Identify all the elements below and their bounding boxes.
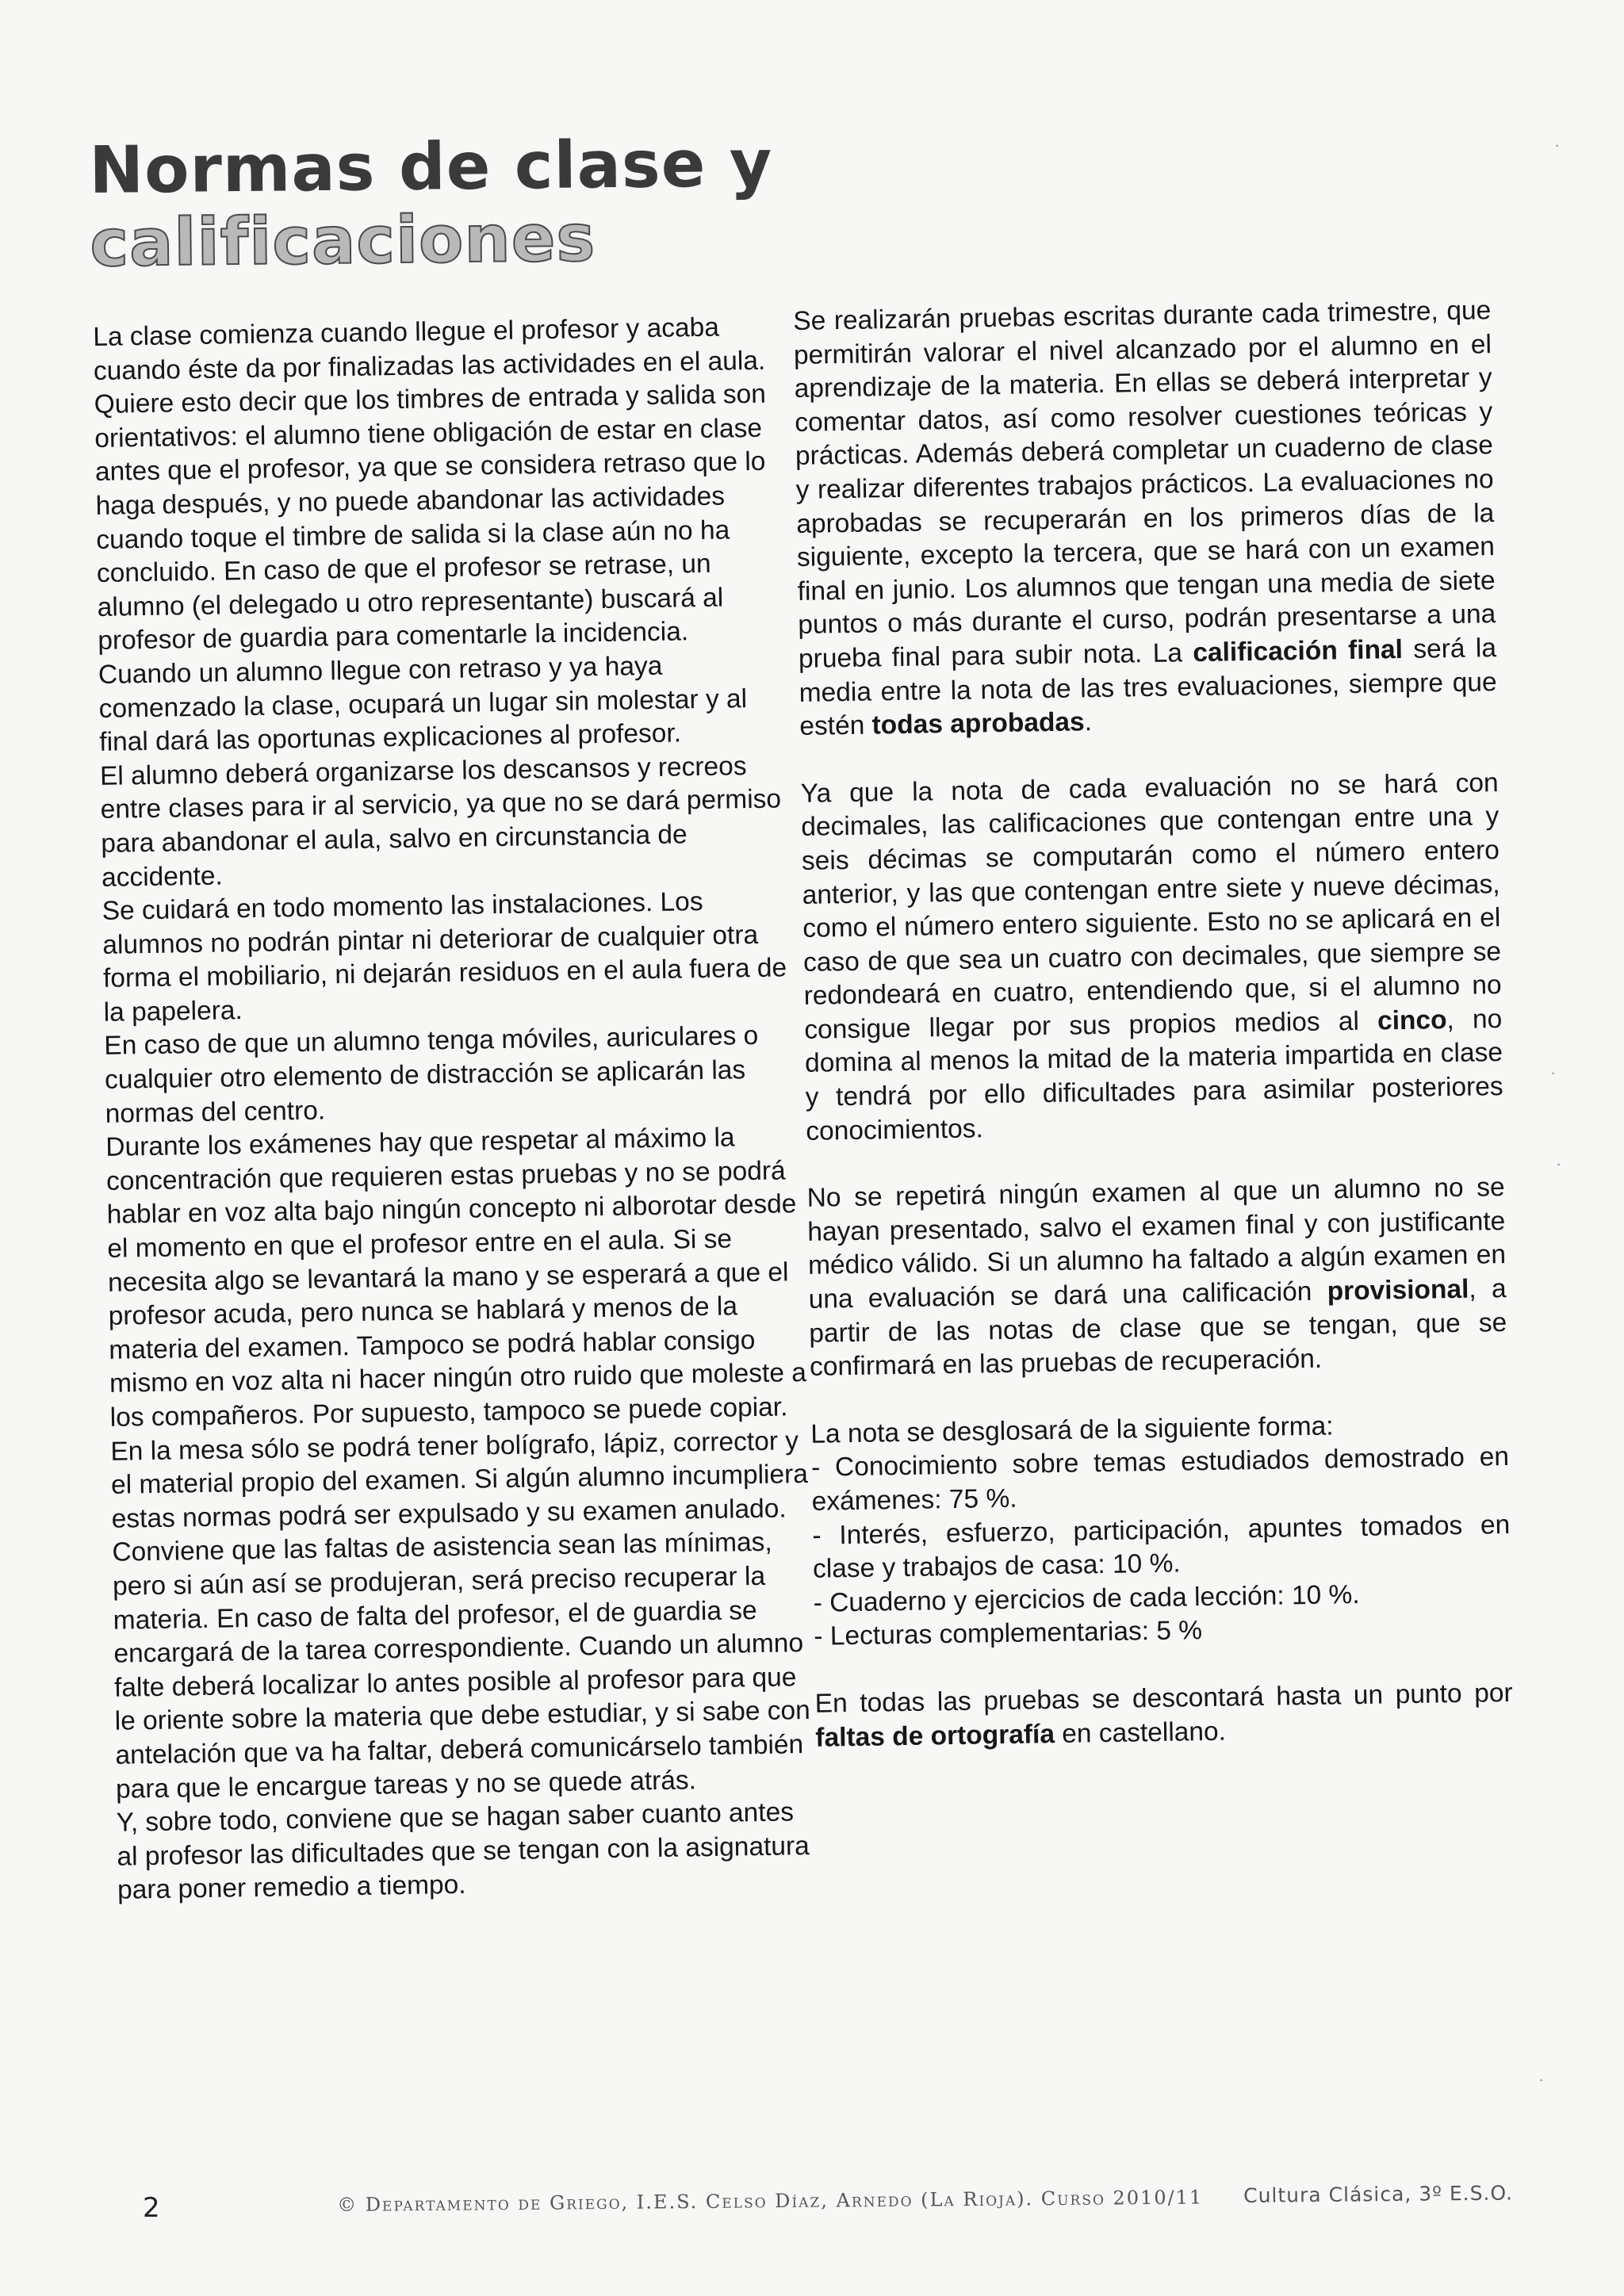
grading-paragraph-repeat-exams bbox=[806, 1171, 1507, 1384]
scan-speck: · bbox=[1550, 1062, 1557, 1082]
page-number: 2 bbox=[143, 2192, 160, 2224]
scan-speck: · bbox=[1554, 135, 1561, 155]
bold-all-passed: todas aprobadas bbox=[871, 707, 1085, 740]
rules-paragraph-facilities: Se cuidará en todo momento las instalaciones. Los alumnos no podrán pintar ni deteriorar de cualquier otra forma el mobiliario, ni dejarán residuos en el aula fuera de la papelera. bbox=[102, 887, 787, 1027]
text-span: Ya que la nota de cada evaluación no se hará con decimales, las calificaciones que contengan entre una y seis décimas se computarán como el número entero anterior, y las que contengan entre siete y nueve décimas, como el número entero siguiente. Esto no se aplicará en el caso de que sea un cuatro con decimales, que siempre se redondeará en cuatro, entendiendo que, si el alumno no consigue llegar por sus propios medios al bbox=[800, 767, 1502, 1045]
rules-paragraph-late: Cuando un alumno llegue con retraso y ya haya comenzado la clase, ocupará un lugar sin molestar y al final dará las oportunas explicaciones al profesor. bbox=[98, 651, 748, 758]
rules-paragraph-arrival: La clase comienza cuando llegue el profesor y acaba cuando éste da por finalizadas las actividades en el aula. Quiere esto decir que los timbres de entrada y salida son orientativos: el alumno tiene obligación de estar en clase antes que el profesor, ya que se considera retraso que lo haga después, y no puede abandonar las actividades cuando toque el timbre de salida si la clase aún no ha concluido. En caso de que el profesor se retrase, un alumno (el delegado u otro representante) buscará al profesor de guardia para comentarle la incidencia. bbox=[93, 312, 767, 656]
text-span: será la media entre la nota de las tres evaluaciones, siempre que estén bbox=[799, 633, 1497, 742]
grade-breakdown-item: - Lecturas complementarias: 5 % bbox=[814, 1616, 1203, 1652]
rules-paragraph-absences: Conviene que las faltas de asistencia sean las mínimas, pero si aún así se produjeran, será preciso recuperar la materia. En caso de falta del profesor, el de guardia se encargará de la tarea correspondiente. Cuando un alumno falte deberá localizar lo antes posible al profesor para que le oriente sobre la materia que debe estudiar, y si sabe con antelación que va ha faltar, deberá comunicárselo también para que le encargue tareas y no se quede atrás. bbox=[112, 1528, 811, 1804]
text-span: , a partir de las notas de clase que se tengan, que se confirmará en las pruebas de recuperación. bbox=[809, 1274, 1507, 1383]
rules-paragraph-mobiles: En caso de que un alumno tenga móviles, auriculares o cualquier otro elemento de distracción se aplicarán las normas del centro. bbox=[104, 1021, 759, 1129]
scan-speck: · bbox=[1556, 1154, 1562, 1173]
bold-provisional: provisional bbox=[1327, 1274, 1469, 1307]
page-footer bbox=[0, 2176, 1624, 2224]
grade-breakdown-item: - Cuaderno y ejercicios de cada lección: 10 %. bbox=[813, 1579, 1360, 1618]
text-span: No se repetirá ningún examen al que un alumno no se hayan presentado, salvo el examen final y con justificante médico válido. Si un alumno ha faltado a algún examen en una evaluación se dará una calificación bbox=[806, 1173, 1507, 1314]
grading-paragraph-spelling bbox=[814, 1677, 1513, 1755]
grade-breakdown bbox=[810, 1407, 1512, 1655]
page-title bbox=[88, 125, 774, 281]
bold-five: cinco bbox=[1377, 1005, 1447, 1036]
rules-paragraph-breaks: El alumno deberá organizarse los descansos y recreos entre clases para ir al servicio, ya que no se dará permiso para abandonar el aula, salvo en circunstancia de accidente. bbox=[99, 751, 782, 893]
footer-copyright: © Departamento de Griego, I.E.S. Celso Díaz, Arnedo (La Rioja). Curso 2010/11 bbox=[337, 2186, 1204, 2216]
rules-paragraph-difficulties: Y, sobre todo, conviene que se hagan saber cuanto antes al profesor las dificultades que se tengan con la asignatura para poner remedio a tiempo. bbox=[116, 1797, 810, 1906]
text-span: , no domina al menos la mitad de la materia impartida en clase y tendrá por ello dificultades para asimilar posteriores conocimientos. bbox=[804, 1004, 1503, 1146]
title-line-1: Normas de clase y bbox=[88, 125, 773, 209]
bold-spelling: faltas de ortografía bbox=[815, 1719, 1055, 1753]
footer-course: Cultura Clásica, 3º E.S.O. bbox=[1243, 2181, 1514, 2207]
grade-breakdown-item: - Conocimiento sobre temas estudiados demostrado en exámenes: 75 %. bbox=[810, 1442, 1510, 1517]
rules-paragraph-exams: Durante los exámenes hay que respetar al máximo la concentración que requieren estas pruebas y no se podrá hablar en voz alta bajo ningún concepto ni alborotar desde el momento en que el profesor entre en el aula. Si se necesita algo se levantará la mano y se esperará a que el profesor acuda, pero nunca se hablará y menos de la materia del examen. Tampoco se podrá hablar consigo mismo en voz alta ni hacer ningún otro ruido que moleste a los compañeros. Por supuesto, tampoco se puede copiar. En la mesa sólo se podrá tener bolígrafo, lápiz, corrector y el material propio del examen. Si algún alumno incumpliera estas normas podrá ser expulsado y su examen anulado. bbox=[105, 1123, 809, 1534]
bold-final-grade: calificación final bbox=[1193, 634, 1404, 668]
title-line-2: calificaciones bbox=[89, 201, 596, 281]
grade-breakdown-intro: La nota se desglosará de la siguiente forma: bbox=[810, 1411, 1334, 1449]
grading-paragraph-decimals bbox=[800, 767, 1503, 1149]
right-column bbox=[793, 294, 1514, 1755]
grade-breakdown-item: - Interés, esfuerzo, participación, apuntes tomados en clase y trabajos de casa: 10 %. bbox=[812, 1510, 1511, 1584]
text-span: Se realizarán pruebas escritas durante cada trimestre, que permitirán valorar el nivel alcanzado por el alumno en el aprendizaje de la materia. En ellas se deberá interpretar y comentar datos, así como resolver cuestiones teóricas y prácticas. Además deberá completar un cuaderno de clase y realizar diferentes trabajos prácticos. La evaluaciones no aprobadas se recuperarán en los primeros días de la siguiente, excepto la tercera, que se hará con un examen final en junio. Los alumnos que tengan una media de siete puntos o más durante el curso, podrán presentarse a una prueba final para subir nota. La bbox=[793, 296, 1496, 674]
text-span: En todas las pruebas se descontará hasta un punto por bbox=[814, 1678, 1513, 1719]
text-span: en castellano. bbox=[1054, 1716, 1227, 1749]
grading-paragraph-tests bbox=[793, 294, 1498, 744]
text-span: . bbox=[1084, 707, 1093, 737]
left-column bbox=[93, 310, 815, 1908]
scan-speck: · bbox=[1538, 2069, 1545, 2089]
